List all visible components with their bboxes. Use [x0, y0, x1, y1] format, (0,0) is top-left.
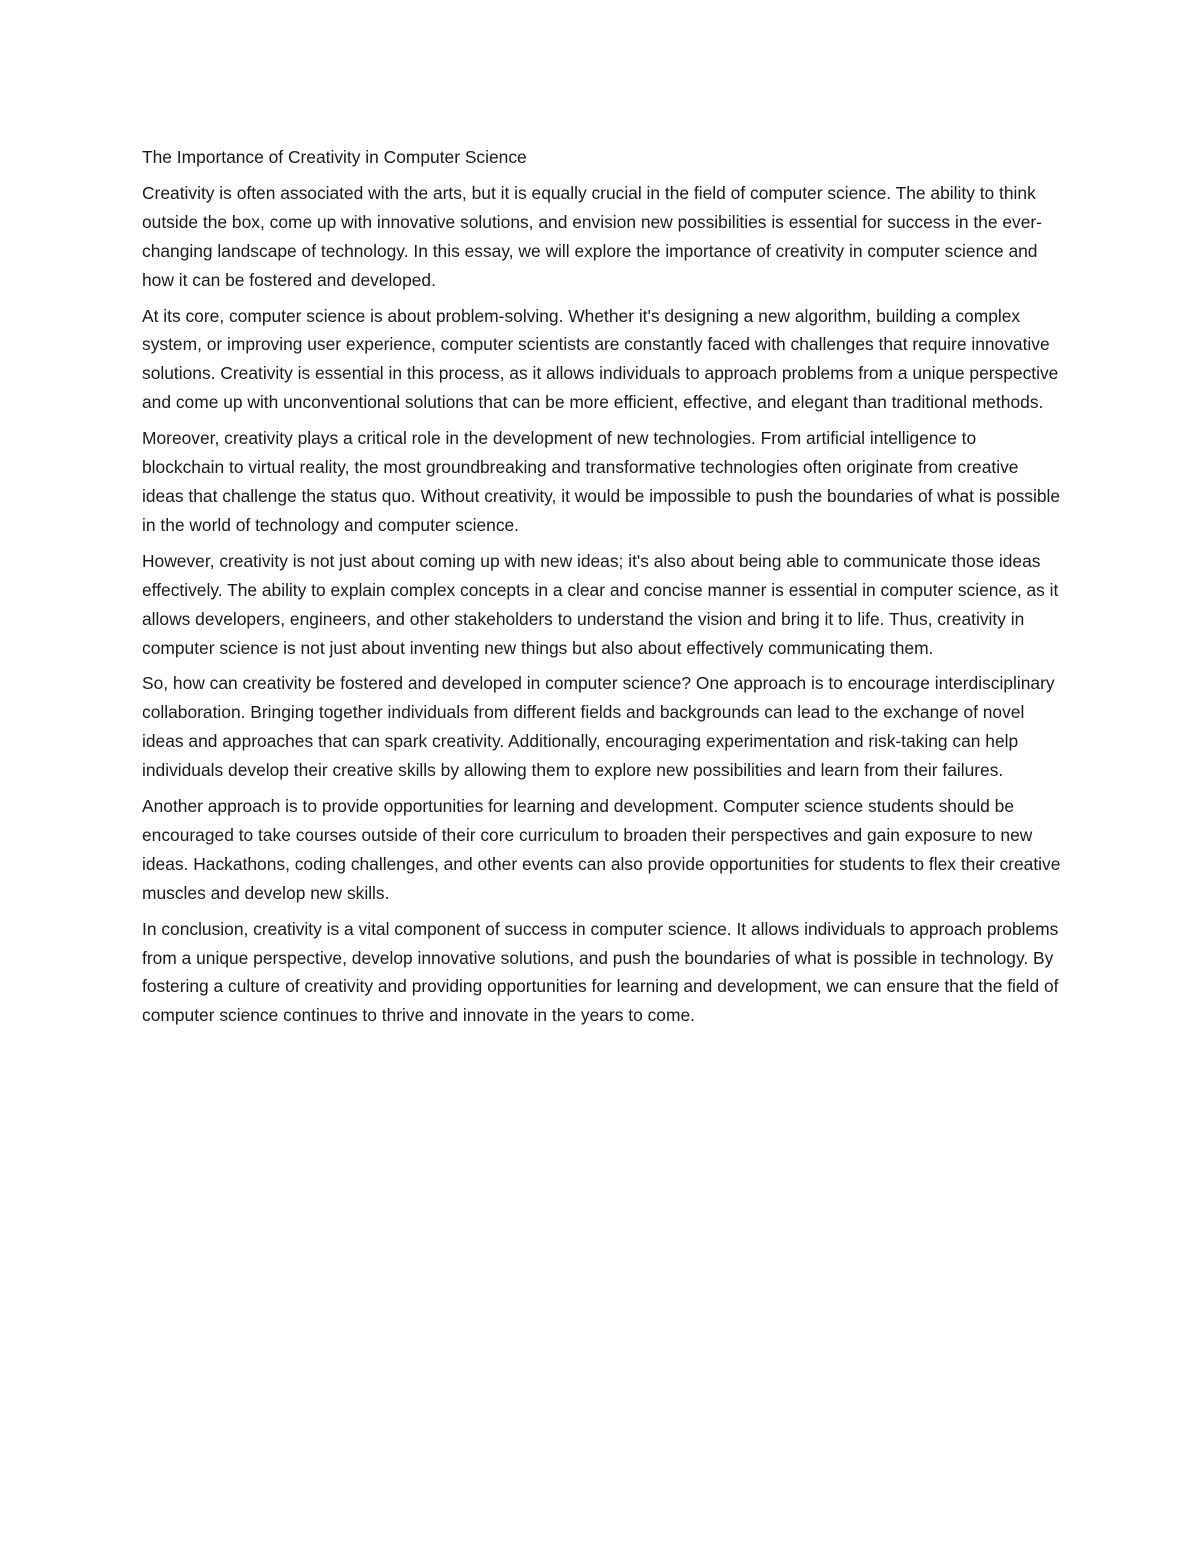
document-title: The Importance of Creativity in Computer Science	[142, 147, 527, 167]
paragraph-7: In conclusion, creativity is a vital component of success in computer science. It allows individuals to approach problems from a unique perspective, develop innovative solutions, and push the boundaries of what is possible in technology. By fostering a culture of creativity and providing opportunities for learning and development, we can ensure that the field of computer science continues to thrive and innovate in the years to come.	[142, 918, 1059, 1026]
paragraph-3: Moreover, creativity plays a critical role in the development of new technologies. From artificial intelligence to blockchain to virtual reality, the most groundbreaking and transformative technologies often originate from creative ideas that challenge the status quo. Without creativity, it would be impossible to push the boundaries of what is possible in the world of technology and computer science.	[142, 428, 1061, 535]
paragraph-2: At its core, computer science is about problem-solving. Whether it's designing a new algorithm, building a complex system, or improving user experience, computer scientists are constantly faced with challenges that require innovative solutions. Creativity is essential in this process, as it allows individuals to approach problems from a unique perspective and come up with unconventional solutions that can be more efficient, effective, and elegant than traditional methods.	[142, 305, 1059, 413]
paragraph-5: So, how can creativity be fostered and developed in computer science? One approach is to encourage interdisciplinary collaboration. Bringing together individuals from different fields and backgrounds can lead to the exchange of novel ideas and approaches that can spark creativity. Additionally, encouraging experimentation and risk-taking can help individuals develop their creative skills by allowing them to explore new possibilities and learn from their failures.	[142, 673, 1055, 781]
paragraph-6: Another approach is to provide opportunities for learning and development. Computer science students should be encouraged to take courses outside of their core curriculum to broaden their perspectives and gain exposure to new ideas. Hackathons, coding challenges, and other events can also provide opportunities for students to flex their creative muscles and develop new skills.	[142, 796, 1061, 903]
paragraph-4: However, creativity is not just about coming up with new ideas; it's also about being able to communicate those ideas effectively. The ability to explain complex concepts in a clear and concise manner is essential in computer science, as it allows developers, engineers, and other stakeholders to understand the vision and bring it to life. Thus, creativity in computer science is not just about inventing new things but also about effectively communicating them.	[142, 550, 1059, 658]
paragraph-1: Creativity is often associated with the arts, but it is equally crucial in the field of computer science. The ability to think outside the box, come up with innovative solutions, and envision new possibilities is essential for success in the ever-changing landscape of technology. In this essay, we will explore the importance of creativity in computer science and how it can be fostered and developed.	[142, 182, 1042, 290]
document-body	[142, 143, 1062, 1037]
